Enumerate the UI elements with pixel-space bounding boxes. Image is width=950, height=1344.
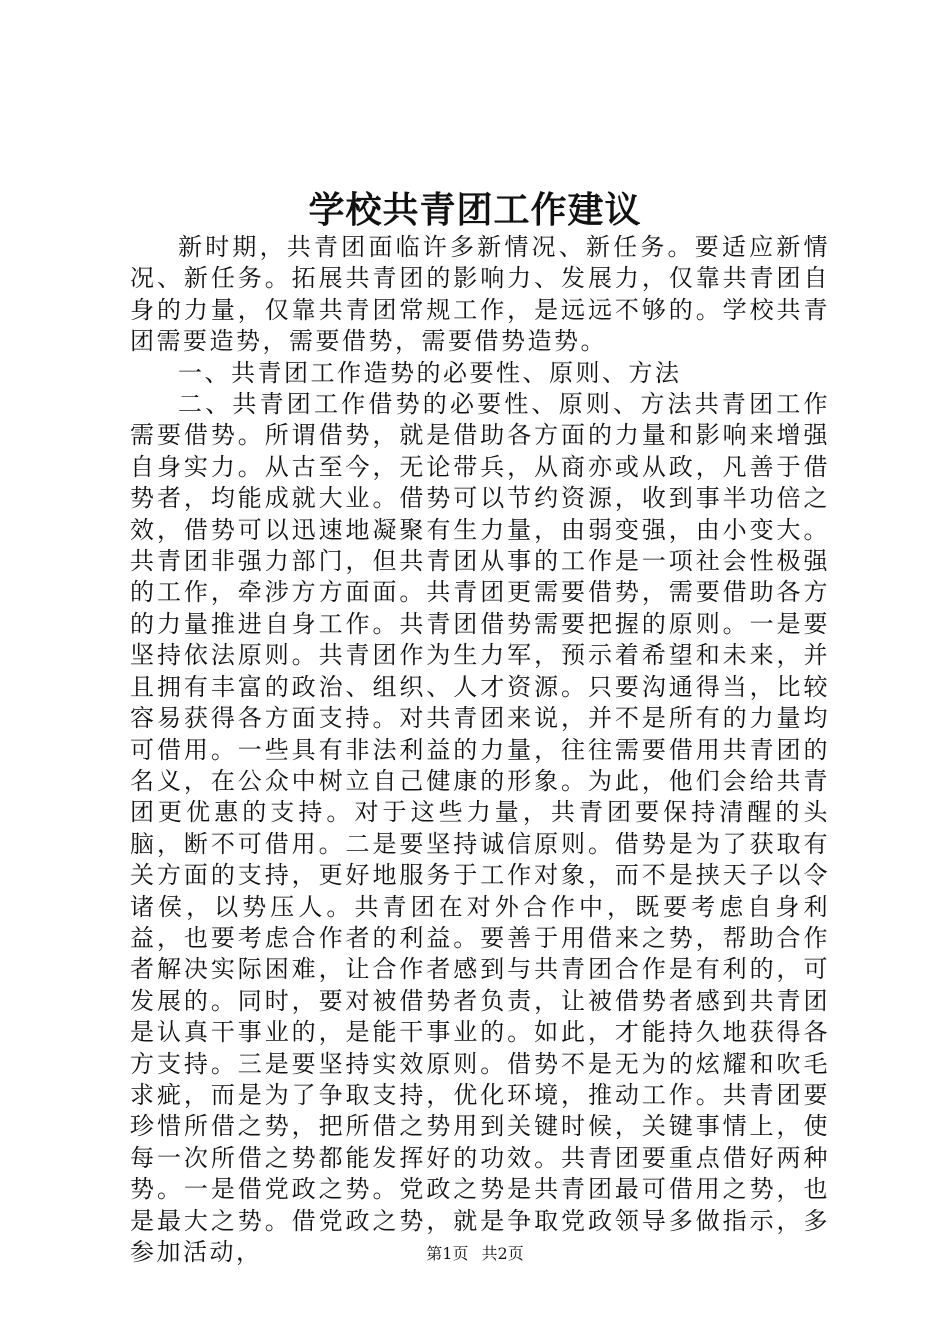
paragraph-intro: 新时期，共青团面临许多新情况、新任务。要适应新情况、新任务。拓展共青团的影响力、发展力，仅靠共青团自身的力量，仅靠共青团常规工作，是远远不够的。学校共青团需要造势，需要借势，需要借势造势。	[130, 233, 830, 356]
document-body	[130, 232, 830, 1268]
page-number-total: 共2页	[481, 1244, 524, 1263]
page-number-current: 第1页	[426, 1244, 469, 1263]
paragraph-section-one-heading: 一、共青团工作造势的必要性、原则、方法	[178, 358, 682, 387]
paragraph-section-two: 二、共青团工作借势的必要性、原则、方法共青团工作需要借势。所谓借势，就是借助各方面的力量和影响来增强自身实力。从古至今，无论带兵，从商亦或从政，凡善于借势者，均能成就大业。借势可以节约资源，收到事半功倍之效，借势可以迅速地凝聚有生力量，由弱变强，由小变大。共青团非强力部门，但共青团从事的工作是一项社会性极强的工作，牵涉方方面面。共青团更需要借势，需要借助各方的力量推进自身工作。共青团借势需要把握的原则。一是要坚持依法原则。共青团作为生力军，预示着希望和未来，并且拥有丰富的政治、组织、人才资源。只要沟通得当，比较容易获得各方面支持。对共青团来说，并不是所有的力量均可借用。一些具有非法利益的力量，往往需要借用共青团的名义，在公众中树立自己健康的形象。为此，他们会给共青团更优惠的支持。对于这些力量，共青团要保持清醒的头脑，断不可借用。二是要坚持诚信原则。借势是为了获取有关方面的支持，更好地服务于工作对象，而不是挟天子以令诸侯，以势压人。共青团在对外合作中，既要考虑自身利益，也要考虑合作者的利益。要善于用借来之势，帮助合作者解决实际困难，让合作者感到与共青团合作是有利的，可发展的。同时，要对被借势者负责，让被借势者感到共青团是认真干事业的，是能干事业的。如此，才能持久地获得各方支持。三是要坚持实效原则。借势不是无为的炫耀和吹毛求疵，而是为了争取支持，优化环境，推动工作。共青团要珍惜所借之势，把所借之势用到关键时候，关键事情上，使每一次所借之势都能发挥好的功效。共青团要重点借好两种势。一是借党政之势。党政之势是共青团最可借用之势，也是最大之势。借党政之势，就是争取党政领导多做指示，多参加活动，	[130, 390, 830, 1266]
document-title: 学校共青团工作建议	[308, 189, 642, 231]
page-footer	[0, 1243, 950, 1265]
